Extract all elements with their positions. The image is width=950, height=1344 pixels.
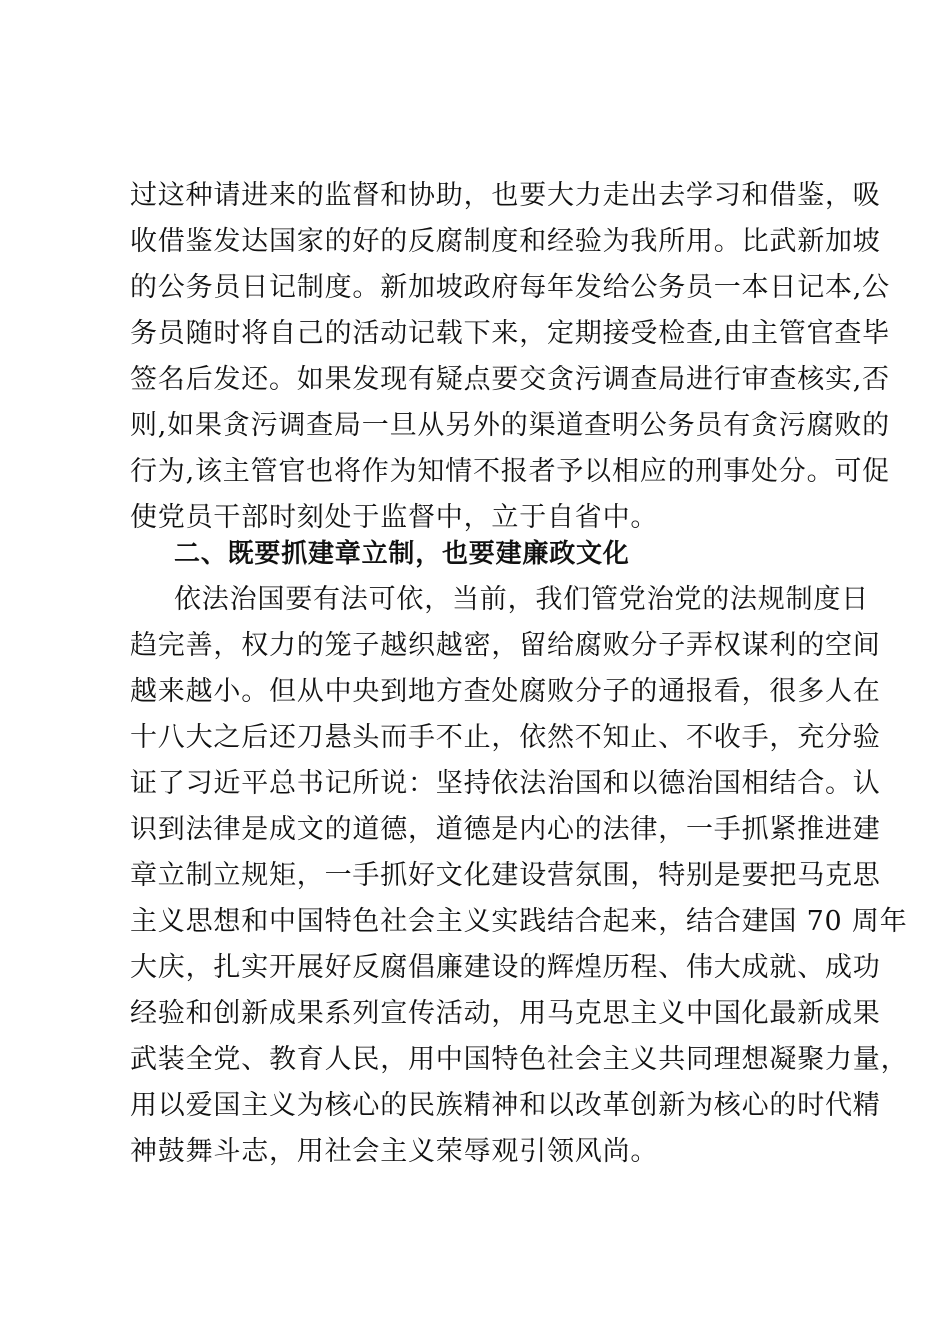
paragraph-line: 的公务员日记制度。新加坡政府每年发给公务员一本日记本,公 xyxy=(130,272,890,303)
paragraph-line: 收借鉴发达国家的好的反腐制度和经验为我所用。比武新加坡 xyxy=(130,226,881,257)
section-heading: 二、既要抓建章立制，也要建廉政文化 xyxy=(174,539,630,569)
paragraph-line: 识到法律是成文的道德，道德是内心的法律，一手抓紧推进建 xyxy=(130,814,881,845)
paragraph-line: 十八大之后还刀悬头而手不止，依然不知止、不收手，充分验 xyxy=(130,722,881,753)
paragraph-line: 签名后发还。如果发现有疑点要交贪污调查局进行审查核实,否 xyxy=(130,364,890,395)
paragraph-1 xyxy=(130,173,890,541)
paragraph-line: 务员随时将自己的活动记载下来，定期接受检查,由主管官查毕 xyxy=(130,318,890,349)
paragraph-line: 大庆，扎实开展好反腐倡廉建设的辉煌历程、伟大成就、成功 xyxy=(130,952,881,983)
paragraph-line: 趋完善，权力的笼子越织越密，留给腐败分子弄权谋利的空间 xyxy=(130,630,881,661)
paragraph-line: 使党员干部时刻处于监督中，立于自省中。 xyxy=(130,502,659,533)
paragraph-line: 主义思想和中国特色社会主义实践结合起来，结合建国 70 周年 xyxy=(130,906,908,937)
paragraph-line: 行为,该主管官也将作为知情不报者予以相应的刑事处分。可促 xyxy=(130,456,890,487)
paragraph-line: 越来越小。但从中央到地方查处腐败分子的通报看，很多人在 xyxy=(130,676,881,707)
paragraph-line: 依法治国要有法可依，当前，我们管党治党的法规制度日 xyxy=(174,584,869,615)
paragraph-line: 章立制立规矩，一手抓好文化建设营氛围，特别是要把马克思 xyxy=(130,860,881,891)
paragraph-line: 神鼓舞斗志，用社会主义荣辱观引领风尚。 xyxy=(130,1136,659,1167)
paragraph-line: 证了习近平总书记所说：坚持依法治国和以德治国相结合。认 xyxy=(130,768,881,799)
paragraph-line: 用以爱国主义为核心的民族精神和以改革创新为核心的时代精 xyxy=(130,1090,881,1121)
paragraph-line: 过这种请进来的监督和协助，也要大力走出去学习和借鉴，吸 xyxy=(130,180,881,211)
paragraph-line: 武装全党、教育人民，用中国特色社会主义共同理想凝聚力量， xyxy=(130,1044,909,1075)
paragraph-line: 则,如果贪污调查局一旦从另外的渠道查明公务员有贪污腐败的 xyxy=(130,410,890,441)
paragraph-line: 经验和创新成果系列宣传活动，用马克思主义中国化最新成果 xyxy=(130,998,881,1029)
section-2 xyxy=(130,531,909,1175)
